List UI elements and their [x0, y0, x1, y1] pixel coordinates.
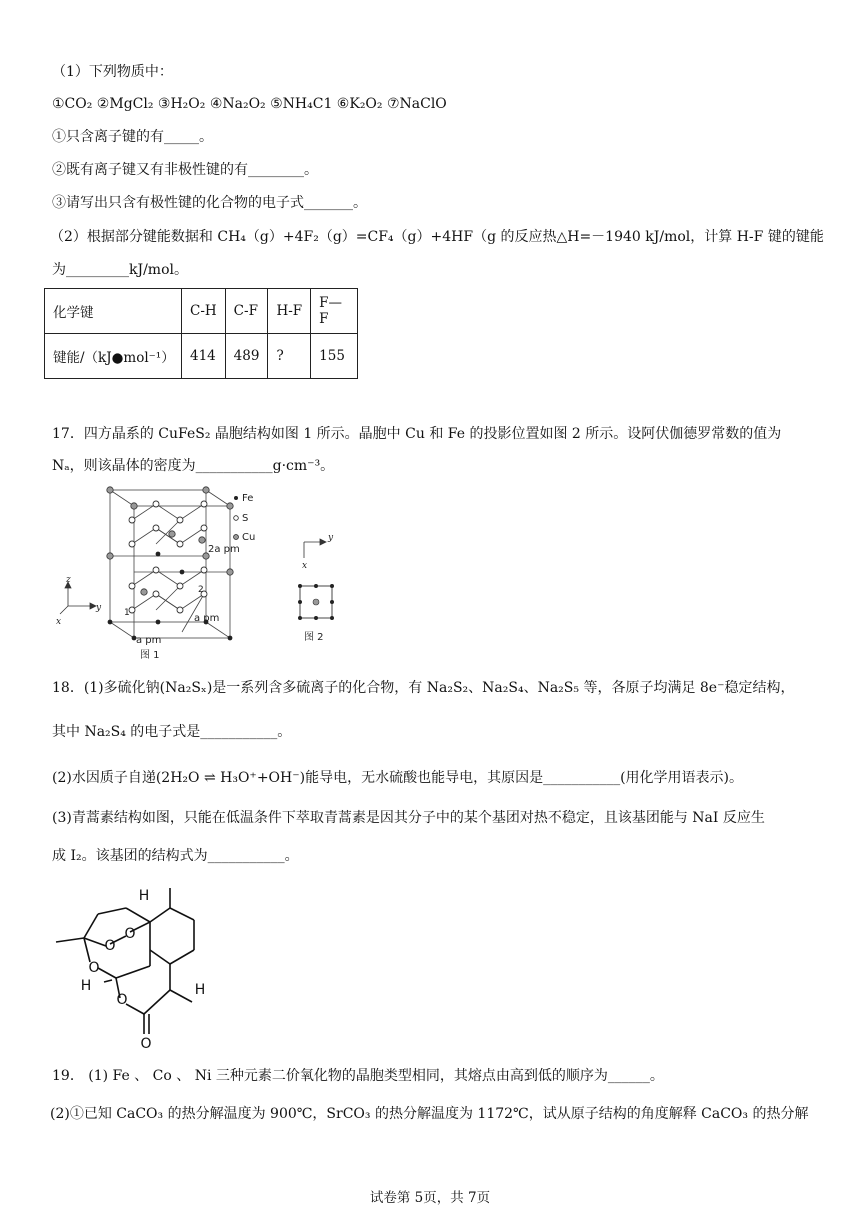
- table-header-cell: C-H: [182, 289, 226, 334]
- svg-text:S: [242, 513, 248, 524]
- table-header-cell: H-F: [268, 289, 311, 334]
- table-cell: 155: [311, 334, 358, 379]
- q16-substances: ①CO₂ ②MgCl₂ ③H₂O₂ ④Na₂O₂ ⑤NH₄C1 ⑥K₂O₂ ⑦NaClO: [52, 96, 447, 112]
- legend-s-label: S: [242, 513, 249, 524]
- q17-line2: Nₐ，则该晶体的密度为___________g·cm⁻³。: [52, 458, 335, 474]
- q18-line4: (3)青蒿素结构如图，只能在低温条件下萃取青蒿素是因其分子中的某个基团对热不稳定，且该基团能与 NaI 反应生: [52, 810, 765, 826]
- table-row: [45, 334, 358, 379]
- table-header-cell: 化学键: [45, 289, 182, 334]
- q18-line1: 18．(1)多硫化钠(Na₂Sₓ)是一系列含多硫离子的化合物，有 Na₂S₂、Na₂S₄、Na₂S₅ 等，各原子均满足 8e⁻稳定结构，: [52, 680, 795, 696]
- axis-y-label: y: [96, 603, 102, 613]
- bond-energy-table: [44, 288, 358, 379]
- figure-1-caption: 图 1: [140, 650, 160, 661]
- dimension-a-side-label: a pm: [194, 613, 220, 624]
- figure-2-caption: 图 2: [304, 632, 324, 643]
- axis-x-label: x: [56, 617, 62, 627]
- svg-text:Fe: [242, 493, 253, 504]
- svg-text:Cu: [242, 532, 255, 543]
- atom-h-right: H: [194, 982, 206, 998]
- q16-part2-b: 为_________kJ/mol。: [52, 262, 188, 278]
- q17-line1: 17．四方晶系的 CuFeS₂ 晶胞结构如图 1 所示。晶胞中 Cu 和 Fe 的投影位置如图 2 所示。设阿伏伽德罗常数的值为: [52, 426, 782, 442]
- table-row-label: 键能/（kJ●mol⁻¹）: [45, 334, 182, 379]
- axis-x-label: x: [302, 561, 308, 571]
- axis-z-label: z: [66, 575, 71, 585]
- q16-ask2: ②既有离子键又有非极性键的有________。: [52, 162, 318, 178]
- dimension-a-bottom-label: a pm: [136, 635, 162, 646]
- q19-line2: (2)①已知 CaCO₃ 的热分解温度为 900℃，SrCO₃ 的热分解温度为 1172℃，试从原子结构的角度解释 CaCO₃ 的热分解: [50, 1106, 809, 1122]
- atom-o-ring-2: O: [124, 926, 136, 942]
- atom-o-ring-4: O: [116, 992, 128, 1008]
- atom-o-carbonyl: O: [140, 1036, 152, 1052]
- q18-line5: 成 I₂。该基团的结构式为___________。: [52, 848, 299, 864]
- axes-icon: [60, 582, 96, 614]
- atom-h-left: H: [80, 978, 92, 994]
- axis-y-label: y: [328, 533, 334, 543]
- artemisinin-structure: [46, 878, 226, 1052]
- table-cell: 489: [225, 334, 268, 379]
- marker-2: 2: [198, 585, 204, 595]
- q18-line3: (2)水因质子自递(2H₂O ⇌ H₃O⁺+OH⁻)能导电，无水硫酸也能导电，其原因是___________(用化学用语表示)。: [52, 770, 744, 786]
- q16-part2-a: （2）根据部分键能数据和 CH₄（g）+4F₂（g）=CF₄（g）+4HF（g 的反应热△H=－1940 kJ/mol，计算 H-F 键的键能: [50, 229, 824, 245]
- dimension-2a-label: 2a pm: [208, 544, 240, 555]
- table-cell: 414: [182, 334, 226, 379]
- table-header-cell: C-F: [225, 289, 268, 334]
- atom-o-ring-1: O: [104, 938, 116, 954]
- q19-line1: 19． (1) Fe 、 Co 、 Ni 三种元素二价氧化物的晶胞类型相同，其熔点由高到低的顺序为______。: [52, 1068, 664, 1084]
- q16-ask1: ①只含离子键的有_____。: [52, 129, 213, 145]
- q16-part1-intro: （1）下列物质中：: [52, 64, 173, 80]
- legend-cu-label: Cu: [242, 532, 256, 543]
- projection-figure-2: [292, 528, 352, 646]
- page-footer: 试卷第 5页，共 7页: [369, 1190, 491, 1206]
- axes-icon: [304, 539, 326, 558]
- table-header-cell: F—F: [311, 289, 358, 334]
- q16-ask3: ③请写出只含有极性键的化合物的电子式_______。: [52, 195, 367, 211]
- q18-line2: 其中 Na₂S₄ 的电子式是___________。: [52, 724, 292, 740]
- table-cell: ?: [268, 334, 311, 379]
- table-row: [45, 289, 358, 334]
- legend-fe-label: Fe: [242, 493, 254, 504]
- marker-1: 1: [124, 608, 130, 618]
- atom-h-top: H: [138, 888, 150, 904]
- atom-o-ring-3: O: [88, 960, 100, 976]
